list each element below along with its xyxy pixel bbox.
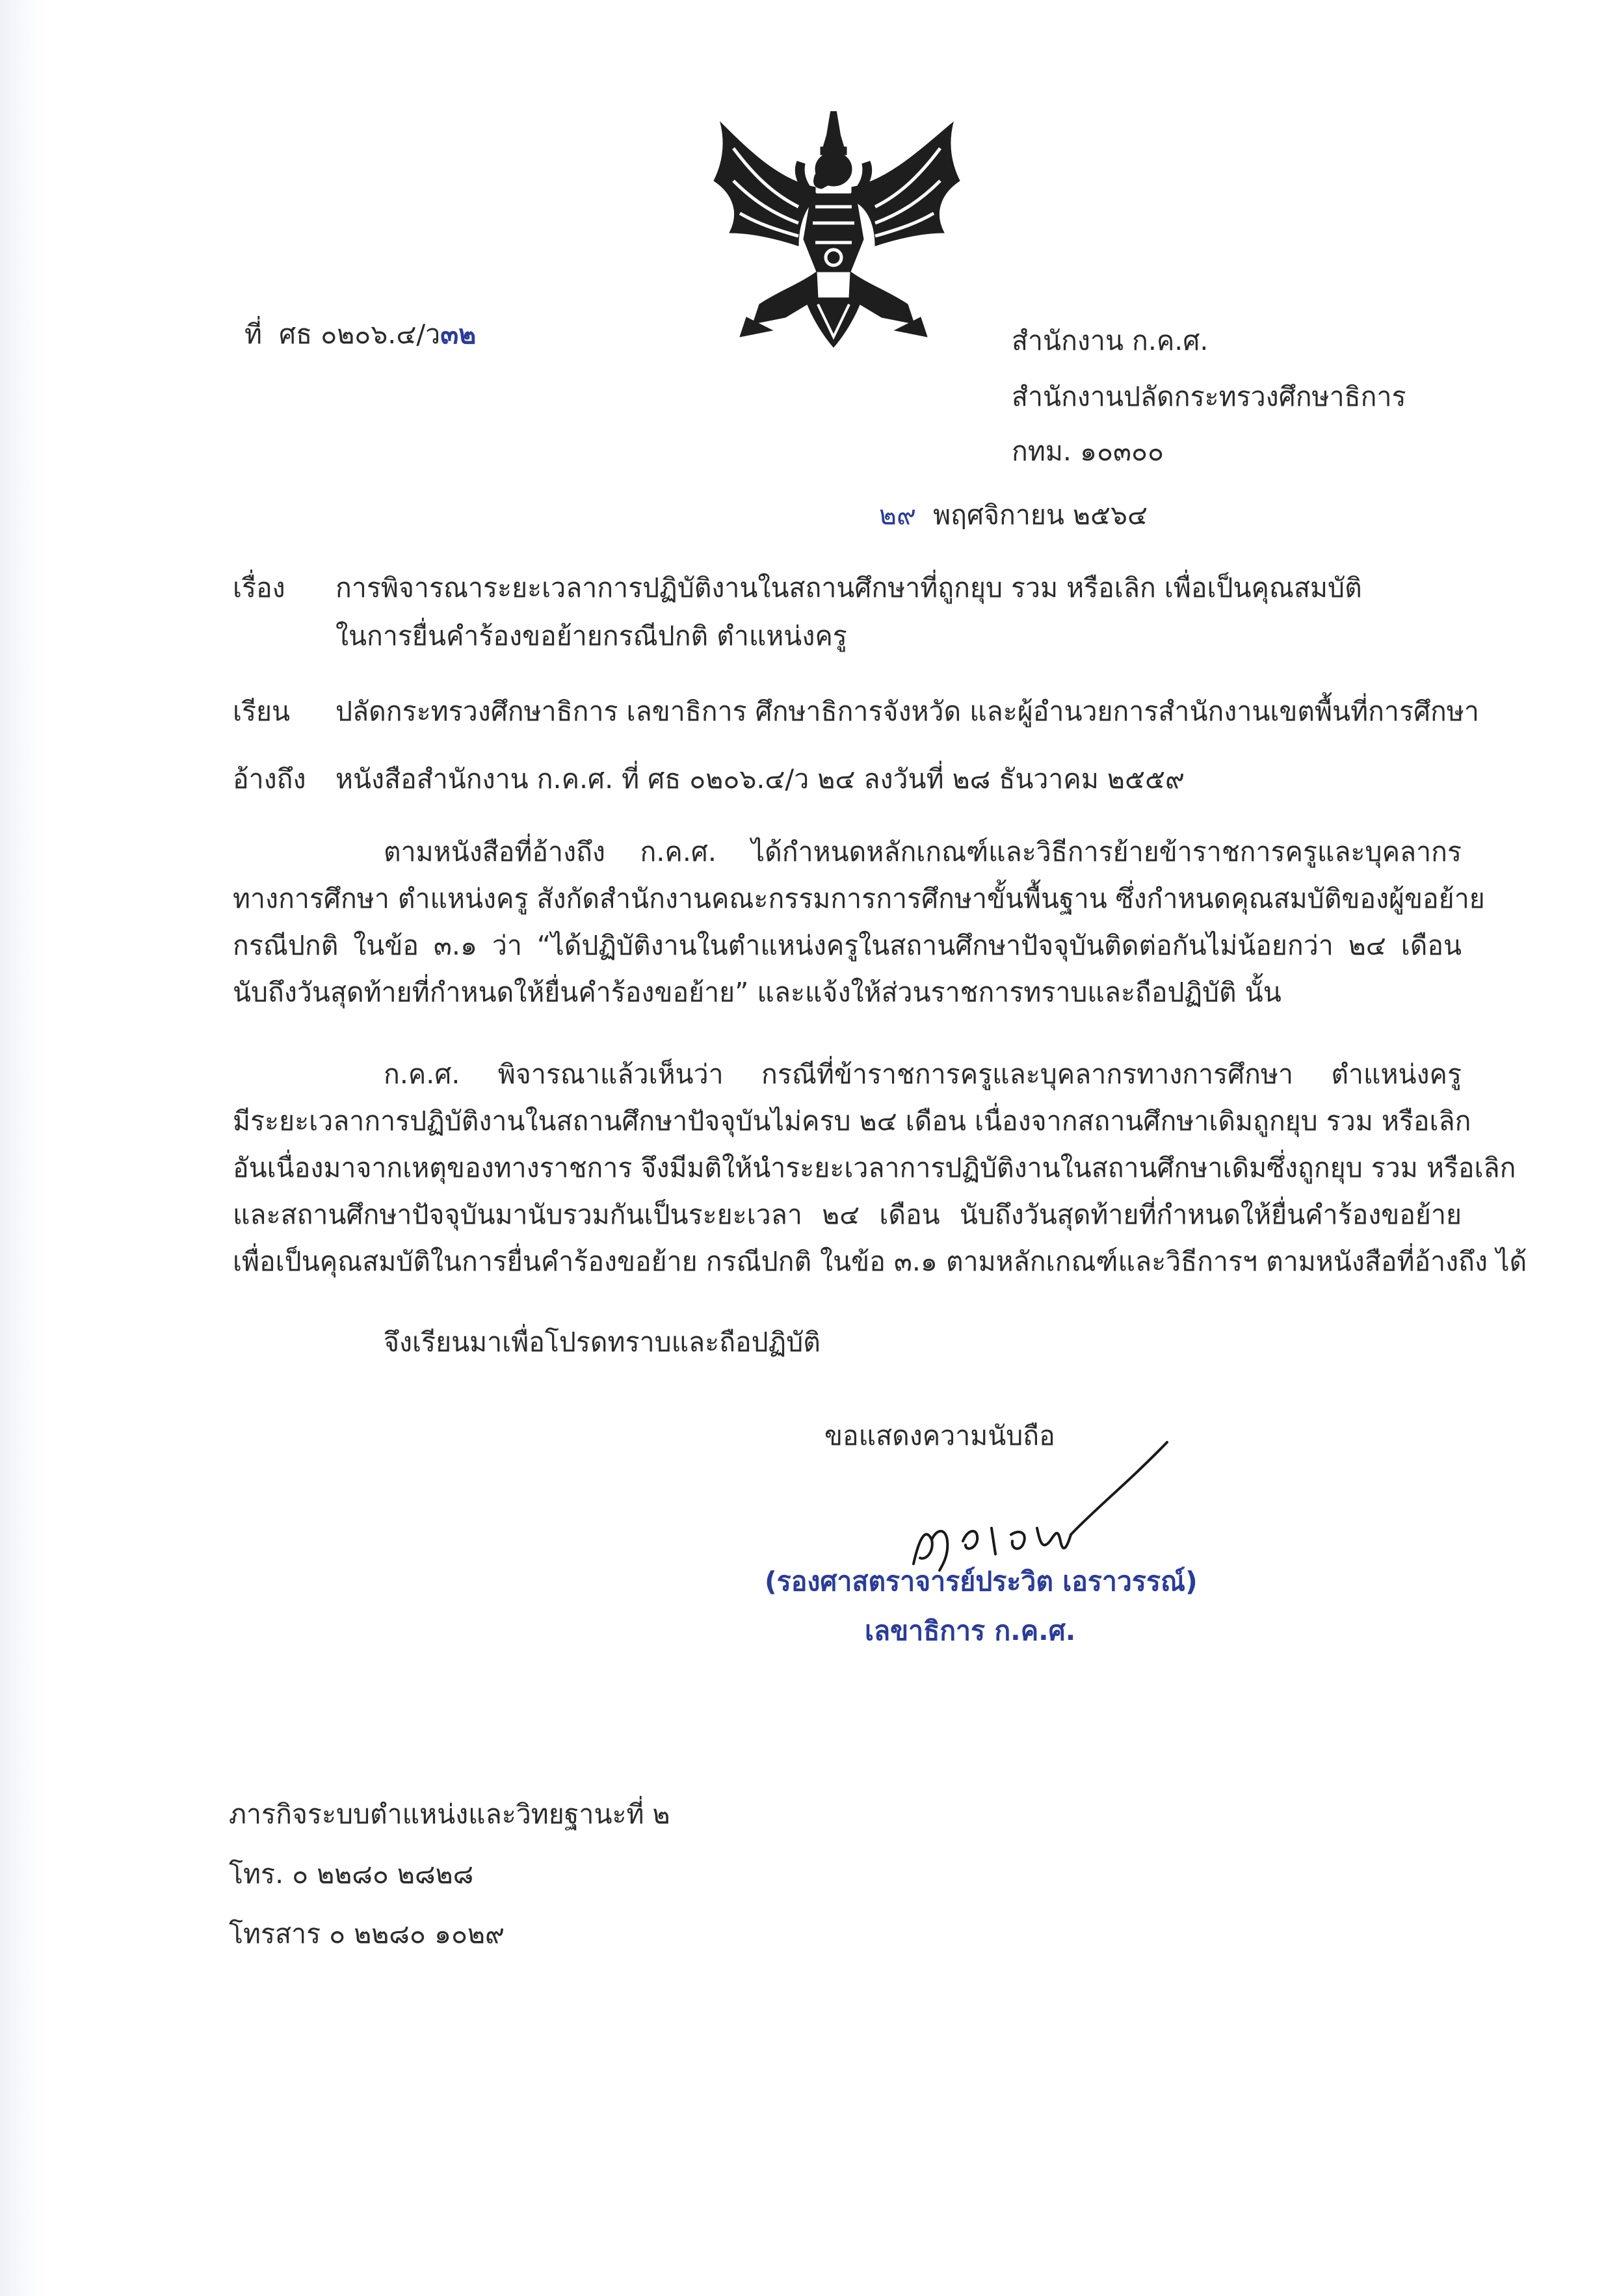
reference-label: อ้างถึง: [233, 763, 306, 795]
salutation: ขอแสดงความนับถือ: [824, 1420, 1055, 1451]
paragraph-2-line: และสถานศึกษาปัจจุบันมานับรวมกันเป็นระยะเวลา ๒๔ เดือน นับถึงวันสุดท้ายที่กำหนดให้ยื่นคำร้องขอย้าย: [233, 1199, 1462, 1230]
signer-name: (รองศาสตราจารย์ประวิต เอราวรรณ์): [765, 1566, 1198, 1597]
reference-text: หนังสือสำนักงาน ก.ค.ศ. ที่ ศธ ๐๒๐๖.๔/ว ๒๔ ลงวันที่ ๒๘ ธันวาคม ๒๕๕๙: [335, 763, 1185, 795]
footer-unit: ภารกิจระบบตำแหน่งและวิทยฐานะที่ ๒: [229, 1799, 670, 1830]
ref-number-handwritten: ๓๒: [440, 319, 477, 350]
closing-request: จึงเรียนมาเพื่อโปรดทราบและถือปฏิบัติ: [384, 1326, 821, 1358]
paragraph-1-line: ตามหนังสือที่อ้างถึง ก.ค.ศ. ได้กำหนดหลักเกณฑ์และวิธีการย้ายข้าราชการครูและบุคลากร: [384, 836, 1462, 867]
footer-fax: โทรสาร ๐ ๒๒๘๐ ๑๐๒๙: [229, 1918, 505, 1949]
paragraph-2-line: ก.ค.ศ. พิจารณาแล้วเห็นว่า กรณีที่ข้าราชการครูและบุคลากรทางการศึกษา ตำแหน่งครู: [384, 1059, 1462, 1090]
office-line-3: กทม. ๑๐๓๐๐: [1012, 436, 1164, 467]
garuda-emblem-icon: [701, 109, 974, 351]
to-text: ปลัดกระทรวงศึกษาธิการ เลขาธิการ ศึกษาธิการจังหวัด และผู้อำนวยการสำนักงานเขตพื้นที่การศึกษา: [335, 696, 1479, 727]
signer-title: เลขาธิการ ก.ค.ศ.: [865, 1615, 1076, 1646]
date-month-year: พฤศจิกายน ๒๕๖๔: [933, 499, 1148, 531]
scan-edge-shadow: [0, 0, 46, 2296]
paragraph-1-line: กรณีปกติ ในข้อ ๓.๑ ว่า “ได้ปฏิบัติงานในตำแหน่งครูในสถานศึกษาปัจจุบันติดต่อกันไม่น้อยกว่า ๒๔ เดือน: [233, 930, 1462, 961]
footer-phone: โทร. ๐ ๒๒๘๐ ๒๘๒๘: [229, 1858, 474, 1890]
ref-code: ศธ ๐๒๐๖.๔/ว: [279, 319, 441, 350]
office-line-2: สำนักงานปลัดกระทรวงศึกษาธิการ: [1012, 381, 1406, 412]
handwritten-signature: [901, 1431, 1180, 1580]
paragraph-2-line: มีระยะเวลาการปฏิบัติงานในสถานศึกษาปัจจุบันไม่ครบ ๒๔ เดือน เนื่องจากสถานศึกษาเดิมถูกยุบ รวม หรือเลิก: [233, 1105, 1471, 1137]
subject-line-1: การพิจารณาระยะเวลาการปฏิบัติงานในสถานศึกษาที่ถูกยุบ รวม หรือเลิก เพื่อเป็นคุณสมบัติ: [335, 572, 1362, 603]
reference-number: [244, 315, 476, 354]
office-line-1: สำนักงาน ก.ค.ศ.: [1012, 325, 1209, 356]
paragraph-2-line: อันเนื่องมาจากเหตุของทางราชการ จึงมีมติให้นำระยะเวลาการปฏิบัติงานในสถานศึกษาเดิมซึ่งถูกยุบ รวม หรือเลิก: [233, 1152, 1516, 1183]
paragraph-1-line: นับถึงวันสุดท้ายที่กำหนดให้ยื่นคำร้องขอย้าย” และแจ้งให้ส่วนราชการทราบและถือปฏิบัติ นั้น: [233, 977, 1282, 1008]
subject-label: เรื่อง: [233, 572, 285, 603]
paragraph-2-line: เพื่อเป็นคุณสมบัติในการยื่นคำร้องขอย้าย กรณีปกติ ในข้อ ๓.๑ ตามหลักเกณฑ์และวิธีการฯ ตามหนังสือที่อ้างถึง ได้: [233, 1246, 1527, 1277]
ref-prefix: ที่: [244, 319, 263, 350]
date-day-handwritten: ๒๙: [879, 499, 917, 531]
letter-date: [879, 495, 1148, 534]
to-label: เรียน: [233, 696, 291, 727]
paragraph-1-line: ทางการศึกษา ตำแหน่งครู สังกัดสำนักงานคณะกรรมการการศึกษาขั้นพื้นฐาน ซึ่งกำหนดคุณสมบัติของผู้ขอย้าย: [233, 883, 1485, 914]
subject-line-2: ในการยื่นคำร้องขอย้ายกรณีปกติ ตำแหน่งครู: [335, 620, 847, 652]
